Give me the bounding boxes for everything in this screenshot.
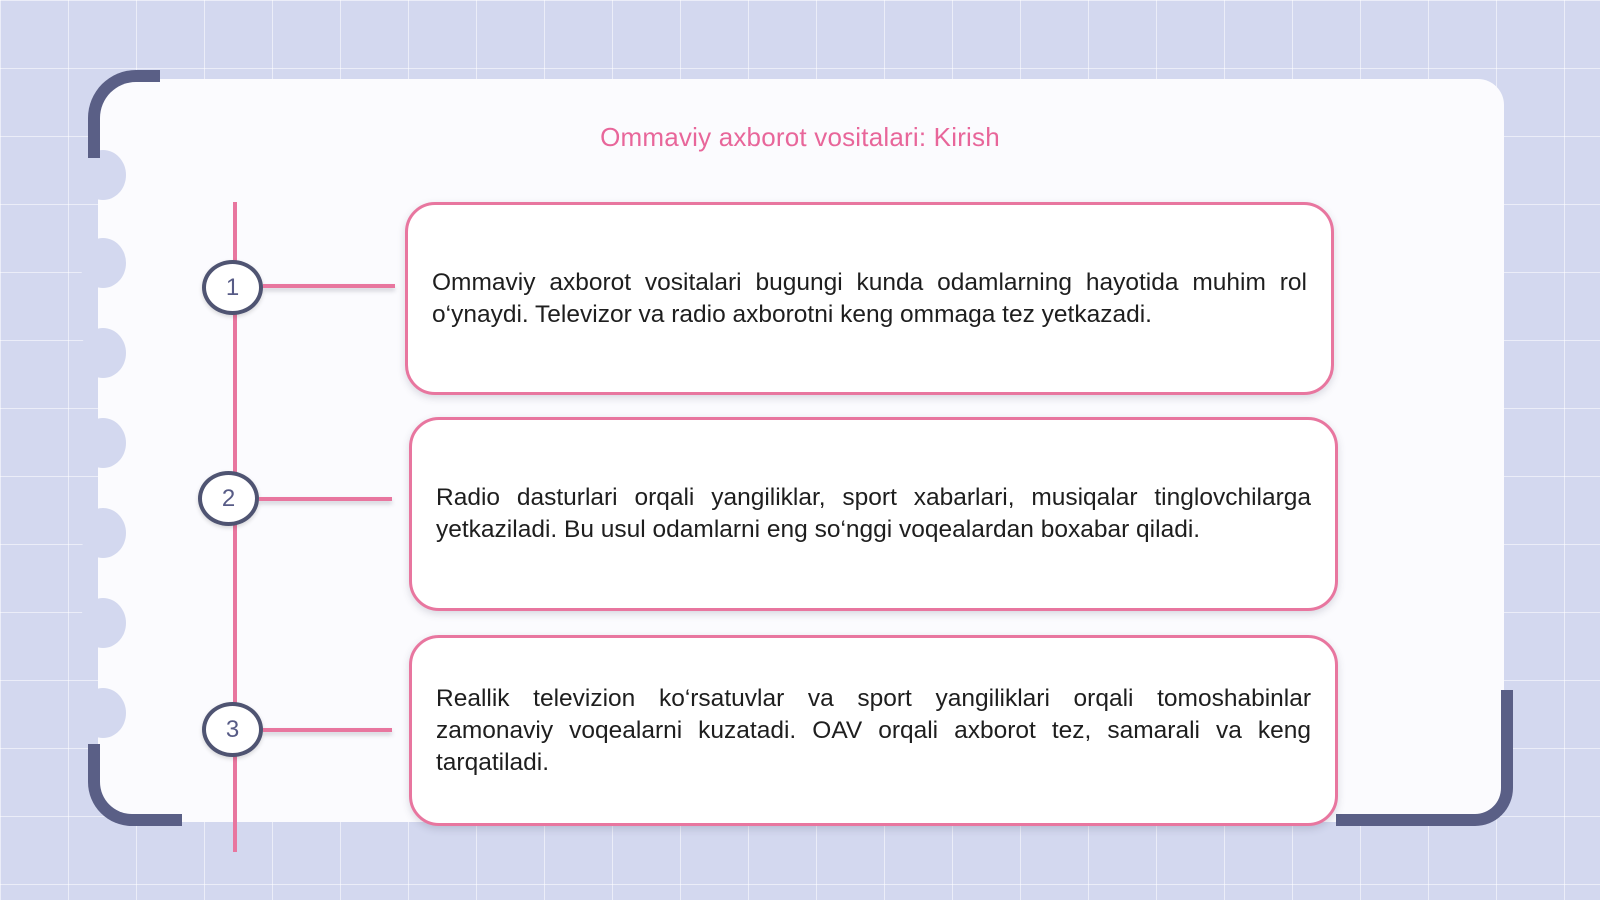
card-edge-notch [80,598,126,648]
corner-bracket-bottom-left [88,744,182,826]
corner-bracket-top-left [88,70,160,158]
card-edge-notch [80,238,126,288]
content-text-3: Reallik televizion ko‘rsatuvlar va sport yangiliklari orqali tomoshabinlar zamonaviy voqealarni kuzatadi. OAV orqali axborot tez, samarali va keng tarqatiladi. [436,684,1311,776]
card-edge-notch [80,418,126,468]
timeline-marker-1: 1 [202,260,263,315]
timeline-marker-2: 2 [198,471,259,526]
card-edge-notch [80,688,126,738]
content-box-2 [409,417,1338,611]
corner-bracket-bottom-right [1336,690,1513,826]
content-text-1: Ommaviy axborot vositalari bugungi kunda odamlarning hayotida muhim rol o‘ynaydi. Televizor va radio axborotni keng ommaga tez yetkazadi. [432,268,1307,328]
timeline-connector-3 [263,728,392,732]
timeline-connector-1 [263,284,395,288]
slide-title: Ommaviy axborot vositalari: Kirish [600,122,1000,152]
content-text-2: Radio dasturlari orqali yangiliklar, sport xabarlari, musiqalar tinglovchilarga yetkaziladi. Bu usul odamlarni eng so‘nggi voqealardan boxabar qiladi. [436,484,1311,543]
card-edge-notch [80,508,126,558]
card-edge-notch [80,328,126,378]
content-box-3 [409,635,1338,826]
timeline-connector-2 [259,497,392,501]
timeline-marker-3: 3 [202,702,263,757]
content-box-1 [405,202,1334,395]
